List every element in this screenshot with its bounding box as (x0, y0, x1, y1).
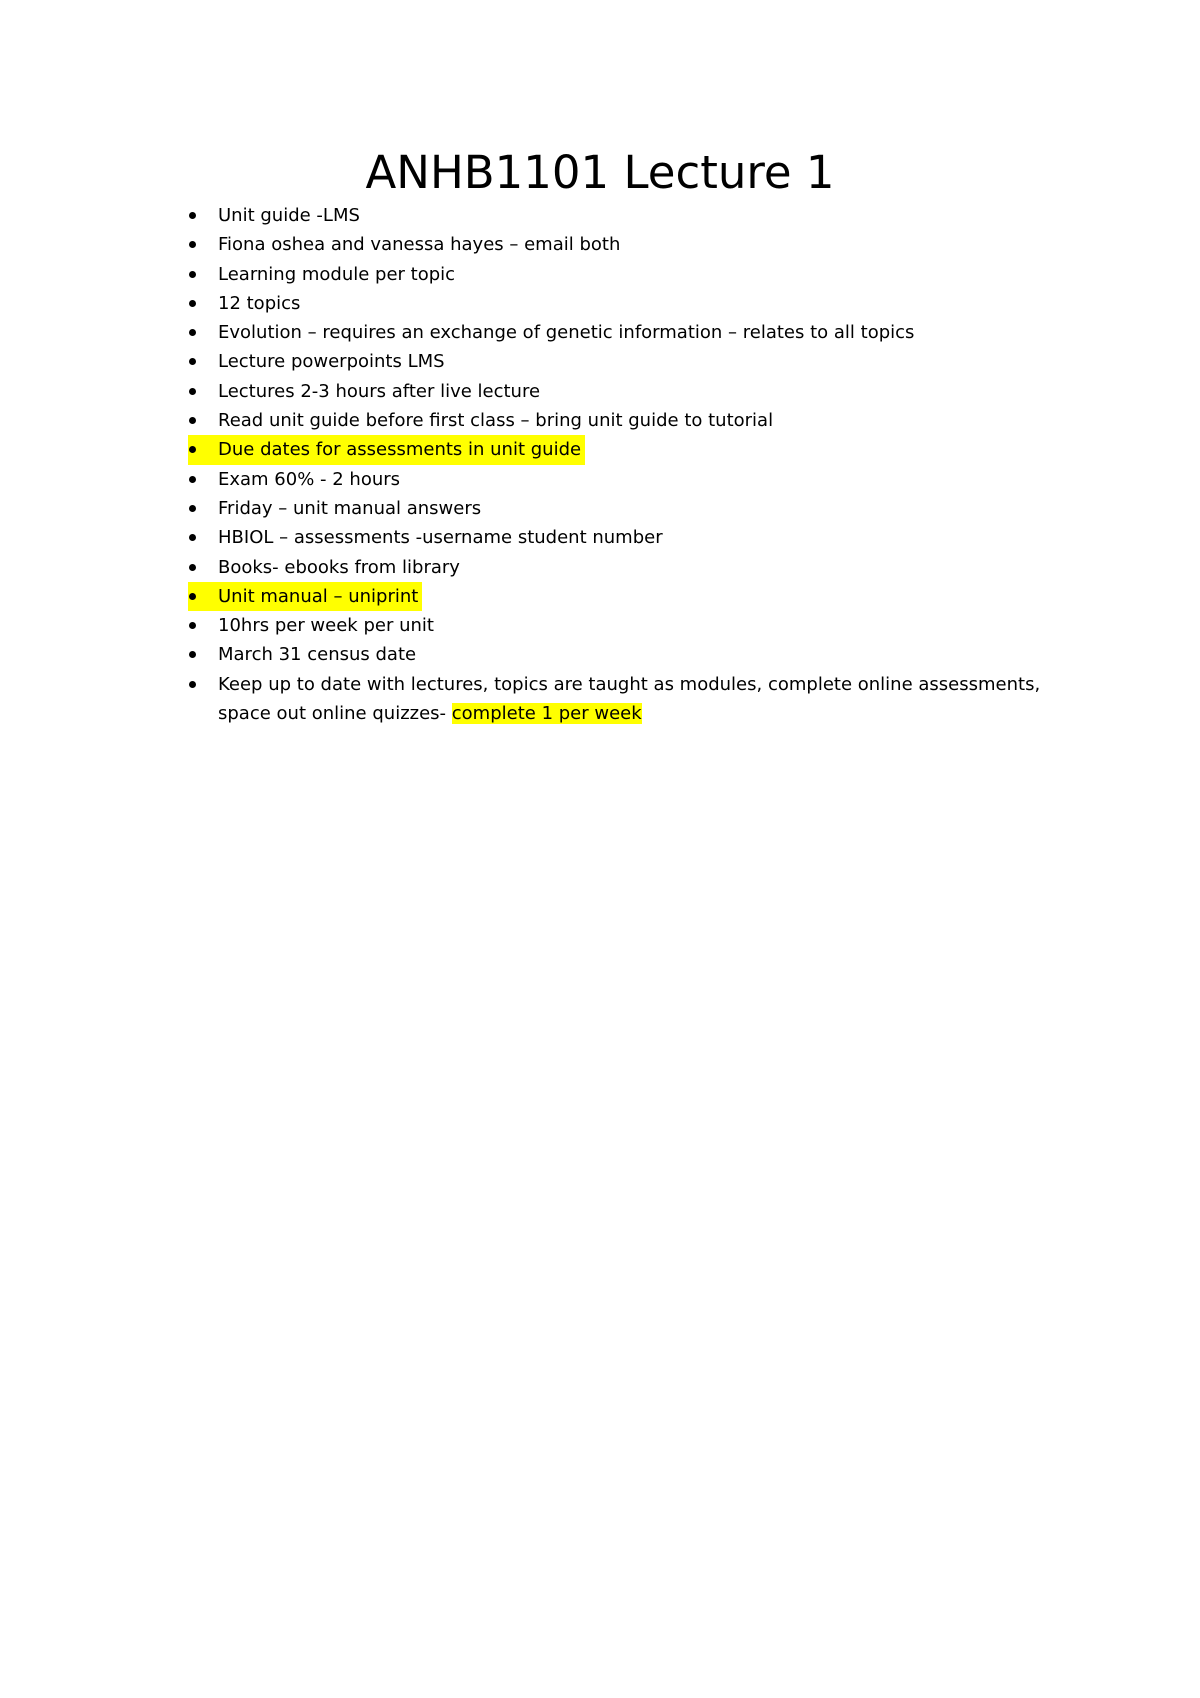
list-item (218, 640, 1048, 669)
list-item-text: Lectures 2-3 hours after live lecture (218, 380, 541, 402)
bullet-icon (188, 260, 208, 289)
list-item-text: Read unit guide before first class – bring unit guide to tutorial (218, 410, 774, 432)
list-item (218, 611, 1048, 640)
list-item-text: March 31 census date (218, 644, 417, 666)
list-item-text: Books- ebooks from library (218, 556, 460, 578)
bullet-icon (188, 611, 208, 640)
list-item-text: Learning module per topic (218, 263, 456, 285)
highlighted-text: complete 1 per week (451, 703, 642, 725)
list-item-text: 10hrs per week per unit (218, 615, 434, 637)
list-item (218, 494, 1048, 523)
bullet-icon (188, 640, 208, 669)
list-item-text: Unit guide -LMS (218, 205, 360, 226)
bullet-icon (188, 289, 208, 318)
list-item-text: HBIOL – assessments -username student number (218, 527, 663, 549)
document-title: ANHB1101 Lecture 1 (365, 146, 835, 199)
list-item-highlighted (0, 435, 1200, 464)
list-item-text: Exam 60% - 2 hours (218, 468, 401, 490)
list-item-text: Keep up to date with lectures, topics are taught as modules, complete online assessments, space out online quizzes- (218, 673, 1041, 725)
bullet-icon (188, 465, 208, 494)
list-item (218, 347, 1048, 376)
list-item (218, 523, 1048, 552)
bullet-icon (188, 318, 208, 347)
bullet-icon (188, 582, 208, 611)
notes-bullet-list (0, 201, 1200, 728)
list-item (218, 289, 1048, 318)
list-item-text: Lecture powerpoints LMS (218, 351, 445, 373)
bullet-icon (188, 406, 208, 435)
bullet-icon (188, 670, 208, 699)
list-item-text: Unit manual – uniprint (218, 585, 419, 607)
list-item (218, 201, 1048, 230)
list-item (218, 260, 1048, 289)
list-item-text: 12 topics (218, 292, 301, 314)
bullet-icon (188, 494, 208, 523)
bullet-icon (188, 201, 208, 230)
bullet-icon (188, 553, 208, 582)
list-item (218, 465, 1048, 494)
bullet-icon (188, 347, 208, 376)
list-item (218, 230, 1048, 259)
list-item (218, 553, 1048, 582)
list-item-highlighted (0, 582, 1200, 611)
bullet-icon (188, 523, 208, 552)
bullet-icon (188, 435, 208, 464)
list-item (218, 406, 1048, 435)
list-item-text: Due dates for assessments in unit guide (218, 439, 582, 461)
list-item-text: Fiona oshea and vanessa hayes – email both (218, 234, 621, 256)
list-item (218, 670, 1048, 729)
list-item-text: Evolution – requires an exchange of genetic information – relates to all topics (218, 322, 915, 344)
list-item (218, 318, 1048, 347)
bullet-icon (188, 230, 208, 259)
bullet-icon (188, 377, 208, 406)
list-item (218, 377, 1048, 406)
list-item-text: Friday – unit manual answers (218, 497, 482, 519)
